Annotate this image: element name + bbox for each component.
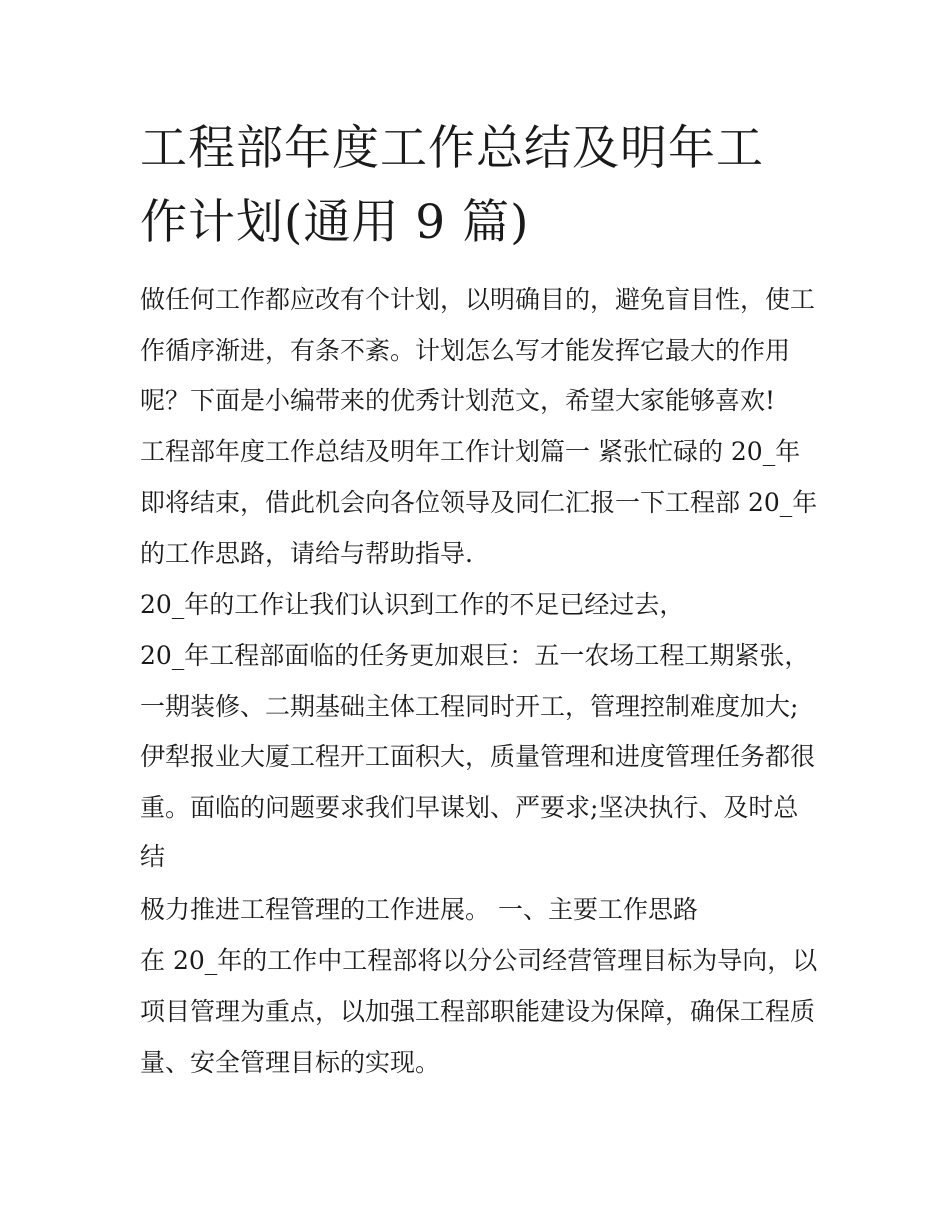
document-title — [140, 112, 820, 260]
text-line-3: 呢？下面是小编带来的优秀计划范文，希望大家能够喜欢! — [140, 386, 776, 415]
text-line-9: 一期装修、二期基础主体工程同时开工，管理控制难度加大; — [140, 692, 799, 721]
text-line-15: 项目管理为重点，以加强工程部职能建设为保障，确保工程质 — [140, 997, 816, 1026]
text-line-10: 伊犁报业大厦工程开工面积大，质量管理和进度管理任务都很 — [140, 742, 816, 771]
text-line-2: 作循序渐进，有条不紊。计划怎么写才能发挥它最大的作用 — [140, 336, 791, 365]
text-line-7: 20_年的工作让我们认识到工作的不足已经过去， — [140, 590, 685, 619]
text-line-11: 重。面临的问题要求我们早谋划、严要求;坚决执行、及时总 — [140, 793, 799, 822]
text-line-1: 做任何工作都应改有个计划，以明确目的，避免盲目性，使工 — [140, 285, 816, 314]
text-line-13: 极力推进工程管理的工作进展。 一、主要工作思路 — [140, 895, 698, 924]
text-line-14: 在 20_年的工作中工程部将以分公司经营管理目标为导向，以 — [140, 946, 818, 975]
text-line-12: 结 — [140, 842, 166, 871]
title-line-2: 作计划(通用 9 篇) — [140, 195, 530, 250]
text-line-4: 工程部年度工作总结及明年工作计划篇一 紧张忙碌的 20_年 — [140, 437, 801, 466]
text-line-6: 的工作思路，请给与帮助指导. — [140, 539, 473, 568]
text-line-16: 量、安全管理目标的实现。 — [140, 1048, 441, 1077]
title-line-1: 工程部年度工作总结及明年工 — [140, 121, 764, 176]
text-line-5: 即将结束，借此机会向各位领导及同仁汇报一下工程部 20_年 — [140, 488, 818, 517]
text-line-8: 20_年工程部面临的任务更加艰巨：五一农场工程工期紧张， — [140, 641, 810, 670]
